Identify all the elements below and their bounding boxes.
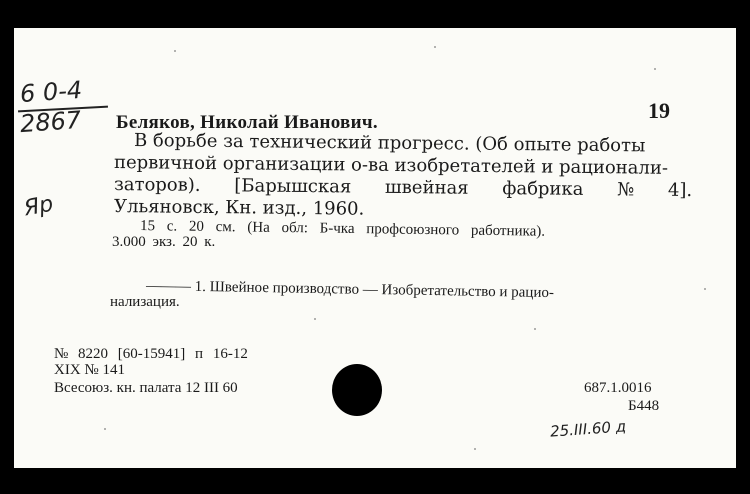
subject-line-1: ——— 1. Швейное производство — Изобретательство и рацио- xyxy=(145,278,555,302)
handwritten-code-bottom: 2867 xyxy=(19,105,82,139)
registry-line-2: XIX № 141 xyxy=(54,362,125,378)
title-line-2: первичной организации о-ва изобретателей и рационали- xyxy=(113,152,669,179)
title-line-4: Ульяновск, Кн. изд., 1960. xyxy=(113,196,365,220)
handwritten-code-top: 6 0-4 xyxy=(19,75,84,109)
handwritten-side-mark: Яр xyxy=(22,191,56,222)
scan-speck xyxy=(434,46,436,48)
scan-speck xyxy=(534,328,536,330)
scan-speck xyxy=(104,428,106,430)
catalog-card xyxy=(14,28,736,468)
physical-description-1: 15 с. 20 см. (На обл: Б-чка профсоюзного работника). xyxy=(139,218,546,240)
author-heading: Беляков, Николай Иванович. xyxy=(116,112,378,133)
udc-code: 687.1.0016 xyxy=(584,380,652,396)
subject-line-2: нализация. xyxy=(110,294,180,310)
title-line-1: В борьбе за технический прогресс. (Об опыте работы xyxy=(133,130,646,157)
punch-hole xyxy=(332,364,382,416)
scan-speck xyxy=(704,288,706,290)
card-number: 19 xyxy=(648,98,670,123)
registry-line-3: Всесоюз. кн. палата 12 III 60 xyxy=(54,380,238,396)
scan-speck xyxy=(174,50,176,52)
scan-speck xyxy=(314,318,316,320)
physical-description-2: 3.000 экз. 20 к. xyxy=(112,234,216,250)
scan-speck xyxy=(474,448,476,450)
class-mark: Б448 xyxy=(628,398,660,414)
registry-line-1: № 8220 [60-15941] п 16-12 xyxy=(54,346,248,362)
handwritten-date: 25.III.60 д xyxy=(549,417,627,441)
title-line-3: заторов). [Барышская швейная фабрика № 4]. xyxy=(113,174,693,202)
scan-speck xyxy=(654,68,656,70)
